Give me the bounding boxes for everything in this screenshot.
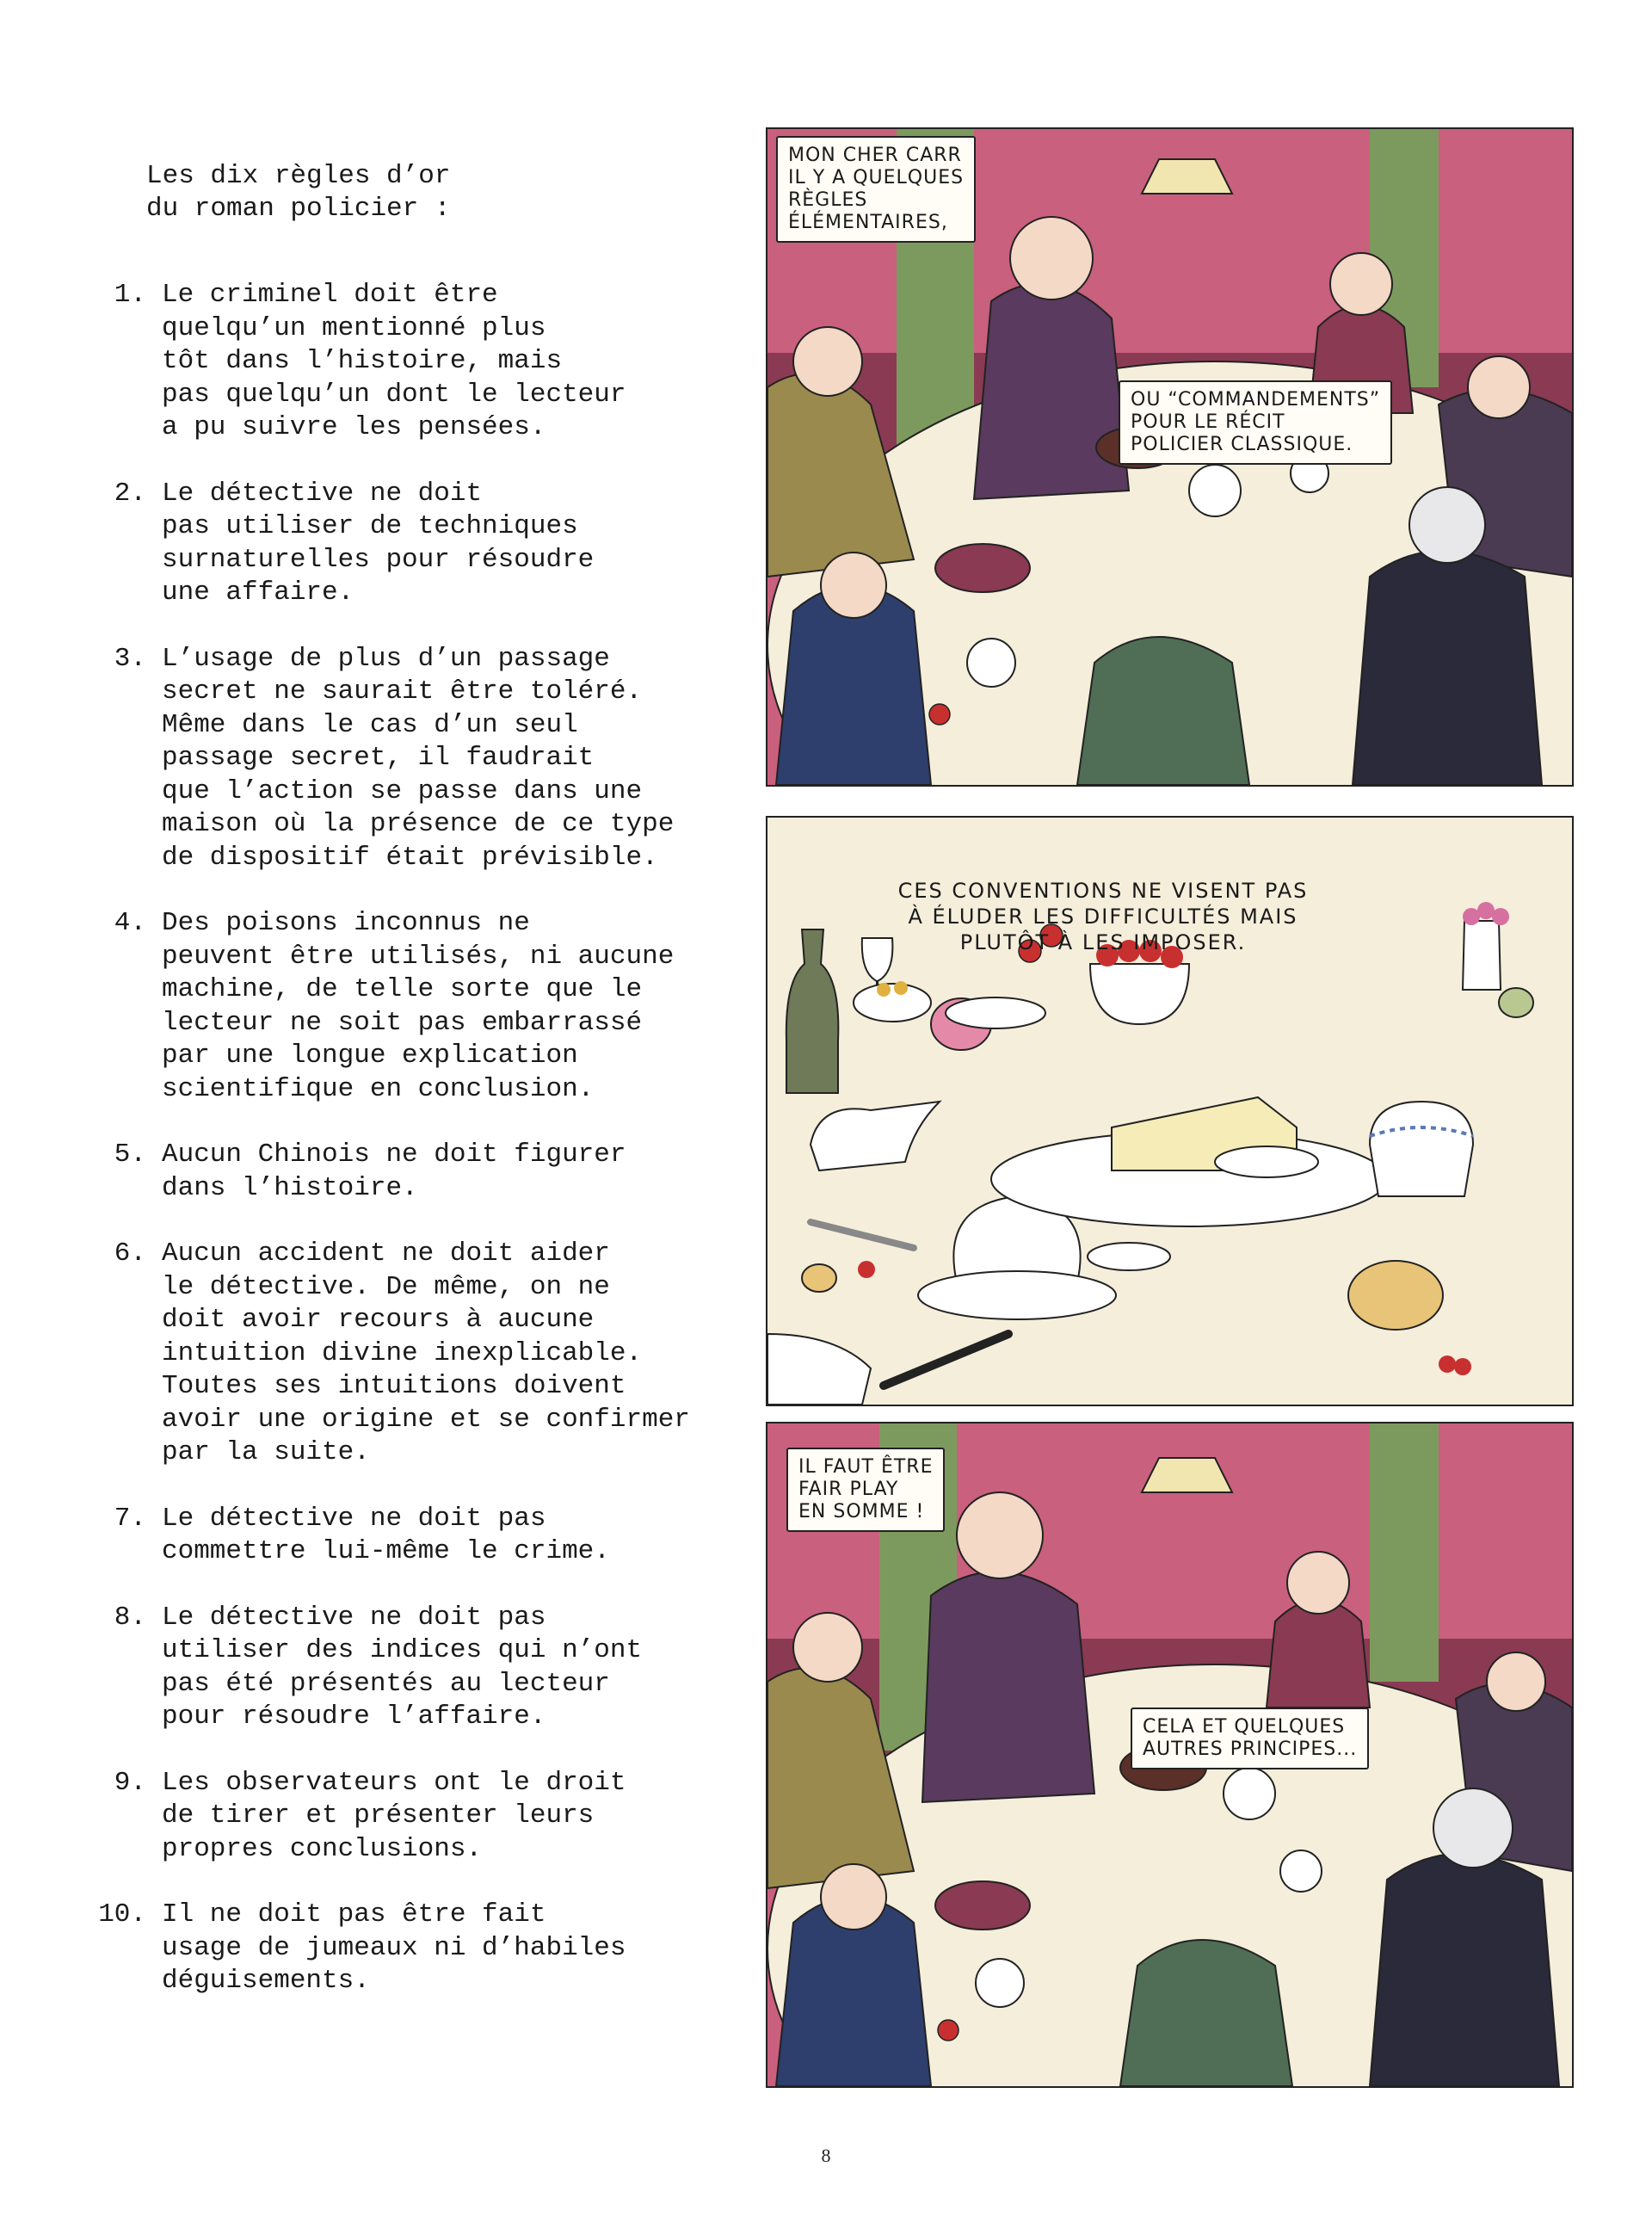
comic-panel-dinner-2 bbox=[766, 1422, 1574, 2088]
rule-item bbox=[93, 279, 712, 445]
rule-number: 5. bbox=[114, 1139, 146, 1170]
rules-list bbox=[93, 279, 712, 1998]
rule-text: Le détective ne doit pas utiliser des indices qui n’ont pas été présentés au lecteur pour résoudre l’affaire. bbox=[162, 1602, 643, 1732]
speech-bubble: IL FAUT ÊTRE FAIR PLAY EN SOMME ! bbox=[786, 1448, 945, 1532]
rule-item bbox=[93, 1503, 712, 1569]
narration-caption: CES CONVENTIONS NE VISENT PAS À ÉLUDER LES DIFFICULTÉS MAIS PLUTÔT À LES IMPOSER. bbox=[897, 879, 1309, 954]
rule-number: 7. bbox=[114, 1503, 146, 1534]
rule-item bbox=[93, 907, 712, 1106]
rule-number: 9. bbox=[114, 1767, 146, 1798]
page-number: 8 bbox=[821, 2145, 831, 2166]
comic-panel-table-closeup bbox=[766, 816, 1574, 1406]
rules-intro: Les dix règles d’or du roman policier : bbox=[146, 161, 451, 224]
speech-bubble: CELA ET QUELQUES AUTRES PRINCIPES... bbox=[1131, 1708, 1369, 1769]
rule-item bbox=[93, 643, 712, 875]
rule-text: Les observateurs ont le droit de tirer et présenter leurs propres conclusions. bbox=[162, 1767, 626, 1864]
rule-text: Aucun Chinois ne doit figurer dans l’histoire. bbox=[162, 1139, 626, 1203]
rule-item bbox=[93, 1767, 712, 1867]
speech-bubble: OU “COMMANDEMENTS” POUR LE RÉCIT POLICIER CLASSIQUE. bbox=[1119, 380, 1392, 465]
rule-text: Le criminel doit être quelqu’un mentionné plus tôt dans l’histoire, mais pas quelqu’un dont le lecteur a pu suivre les pensées. bbox=[162, 280, 626, 442]
rule-item bbox=[93, 1139, 712, 1205]
rule-text: Le détective ne doit pas commettre lui-même le crime. bbox=[162, 1503, 610, 1566]
rule-text: L’usage de plus d’un passage secret ne saurait être toléré. Même dans le cas d’un seul passage secret, il faudrait que l’action se passe dans une maison où la présence de ce type de dispositif était prévisible. bbox=[162, 643, 675, 873]
rule-item bbox=[93, 1238, 712, 1470]
rule-item bbox=[93, 1899, 712, 1998]
rule-number: 3. bbox=[114, 643, 146, 674]
rule-number: 10. bbox=[98, 1899, 146, 1930]
rule-text: Des poisons inconnus ne peuvent être utilisés, ni aucune machine, de telle sorte que le lecteur ne soit pas embarrassé par une longue explication scientifique en conclusion. bbox=[162, 908, 675, 1104]
rule-number: 1. bbox=[114, 280, 146, 310]
rule-text: Le détective ne doit pas utiliser de techniques surnaturelles pour résoudre une affaire. bbox=[162, 478, 595, 608]
rule-item bbox=[93, 1602, 712, 1734]
rule-number: 2. bbox=[114, 478, 146, 509]
rule-number: 4. bbox=[114, 908, 146, 938]
rule-item bbox=[93, 478, 712, 610]
rule-number: 6. bbox=[114, 1238, 146, 1269]
rules-text-column bbox=[93, 160, 712, 2031]
rule-text: Aucun accident ne doit aider le détective. De même, on ne doit avoir recours à aucune intuition divine inexplicable. Toutes ses intuitions doivent avoir une origine et se confirmer par la suite. bbox=[162, 1238, 690, 1467]
speech-bubble: MON CHER CARR IL Y A QUELQUES RÈGLES ÉLÉMENTAIRES, bbox=[776, 136, 976, 243]
rule-text: Il ne doit pas être fait usage de jumeaux ni d’habiles déguisements. bbox=[162, 1899, 626, 1996]
comic-panel-dinner-1 bbox=[766, 127, 1574, 787]
rule-number: 8. bbox=[114, 1602, 146, 1633]
